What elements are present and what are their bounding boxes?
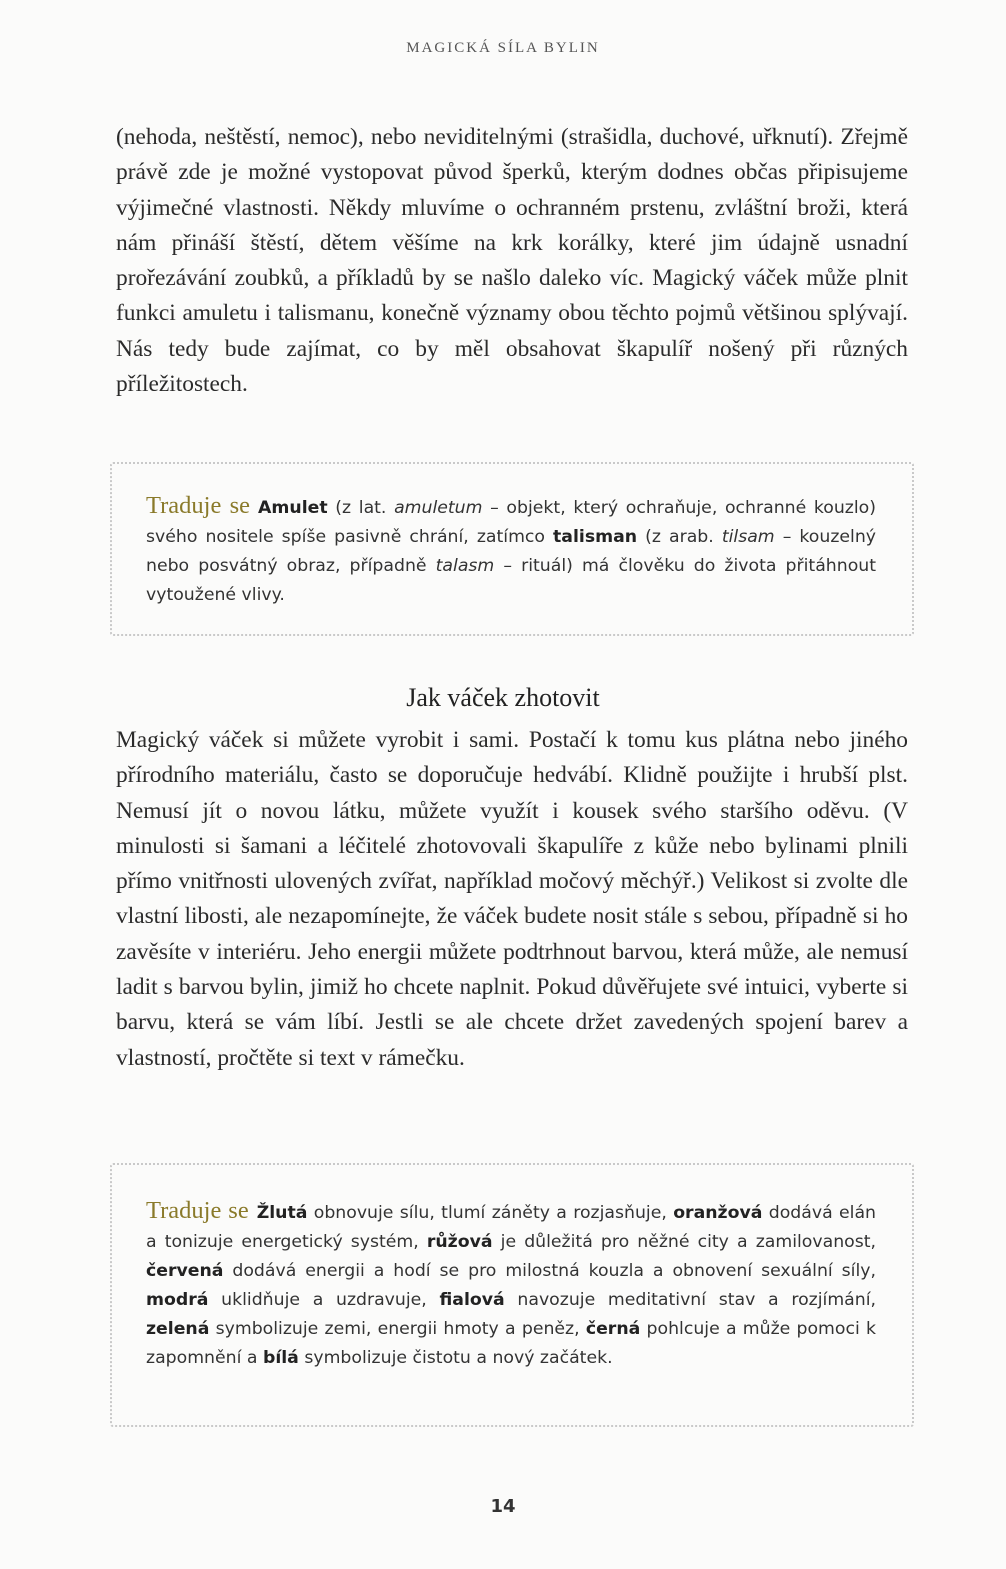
box-1-run: talasm <box>435 556 495 576</box>
box-2-run: bílá <box>262 1348 299 1368</box>
box-2-run: černá <box>585 1319 641 1339</box>
box-1-run: Amulet <box>258 498 328 518</box>
page-number: 14 <box>490 1496 516 1517</box>
box-2-tag: Traduje se <box>146 1197 249 1224</box>
box-2-run: oranžová <box>673 1203 763 1223</box>
box-2-run: navozuje meditativní stav a rozjímání, <box>504 1290 876 1310</box>
box-1-content <box>146 498 876 605</box>
box-2-run: dodává energii a hodí se pro milostná kouzla a obnovení sexuální síly, <box>223 1261 876 1281</box>
box-2-run: je důležitá pro něžné city a zamilovanost, <box>492 1232 876 1252</box>
body-paragraph-2 <box>116 723 908 1076</box>
box-2-run: růžová <box>426 1232 493 1252</box>
box-1-run: (z lat. <box>327 498 395 518</box>
box-1-text <box>146 491 876 610</box>
box-2-run: modrá <box>146 1290 209 1310</box>
body-paragraph-1 <box>116 120 908 402</box>
box-2-run: Žlutá <box>256 1203 308 1223</box>
box-1-run: (z arab. <box>637 527 722 547</box>
box-2-run: zelená <box>146 1319 210 1339</box>
running-head: MAGICKÁ SÍLA BYLIN <box>406 40 600 56</box>
section-heading: Jak váček zhotovit <box>406 683 600 712</box>
box-2-run: pohlcuje a může pomoci k zapomnění a <box>146 1319 876 1368</box>
box-2-run: červená <box>146 1261 224 1281</box>
box-2-run: fialová <box>439 1290 505 1310</box>
box-2-run: obnovuje sílu, tlumí záněty a rozjasňuje, <box>307 1203 674 1223</box>
box-1-tag: Traduje se <box>146 492 251 519</box>
box-2-run: symbolizuje čistotu a nový začátek. <box>298 1348 613 1368</box>
box-1-run: tilsam <box>721 527 775 547</box>
box-1-run: – objekt, který ochraňuje, ochranné kouzlo) svého nositele spíše pasivně chrání, zatímco <box>146 498 876 547</box>
box-1-run: – kouzelný nebo posvátný obraz, případně <box>146 527 876 576</box>
box-2-run: dodává elán a tonizuje energetický systém, <box>146 1203 876 1252</box>
box-1-run: amuletum <box>394 498 483 518</box>
paragraph-text: (nehoda, neštěstí, nemoc), nebo neviditelnými (strašidla, duchové, uřknutí). Zřejmě právě zde je možné vystopovat původ šperků, kterým dodnes občas připisujeme výjimečné vlastnosti. Někdy mluvíme o ochranném prstenu, zvláštní broži, která nám přináší štěstí, dětem věšíme na krk korálky, které jim údajně usnadní prořezávání zoubků, a příkladů by se našlo daleko víc. Magický váček může plnit funkci amuletu i talismanu, konečně významy obou těchto pojmů většinou splývají. Nás tedy bude zajímat, co by měl obsahovat škapulíř nošený při různých příležitostech. <box>116 124 908 398</box>
box-1-run: – rituál) má člověku do života přitáhnout vytoužené vlivy. <box>146 556 876 605</box>
box-2-run: uklidňuje a uzdravuje, <box>208 1290 440 1310</box>
box-2-text <box>146 1196 876 1373</box>
box-2-run: symbolizuje zemi, energii hmoty a peněz, <box>209 1319 586 1339</box>
box-1-run: talisman <box>553 527 638 547</box>
paragraph-text: Magický váček si můžete vyrobit i sami. Postačí k tomu kus plátna nebo jiného přírodního materiálu, často se doporučuje hedvábí. Klidně použijte i hrubší plst. Nemusí jít o novou látku, můžete využít i kousek svého staršího oděvu. (V minulosti si šamani a léčitelé zhotovovali škapulíře z kůže nebo bylinami plnili přímo vnitřnosti ulovených zvířat, například močový měchýř.) Velikost si zvolte dle vlastní libosti, ale nezapomínejte, že váček budete nosit stále s sebou, případně si ho zavěsíte v interiéru. Jeho energii můžete podtrhnout barvou, která může, ale nemusí ladit s barvou bylin, jimiž ho chcete naplnit. Pokud důvěřujete své intuici, vyberte si barvu, která se vám líbí. Jestli se ale chcete držet zavedených spojení barev a vlastností, pročtěte si text v rámečku. <box>116 727 908 1071</box>
box-2-content <box>146 1203 876 1368</box>
